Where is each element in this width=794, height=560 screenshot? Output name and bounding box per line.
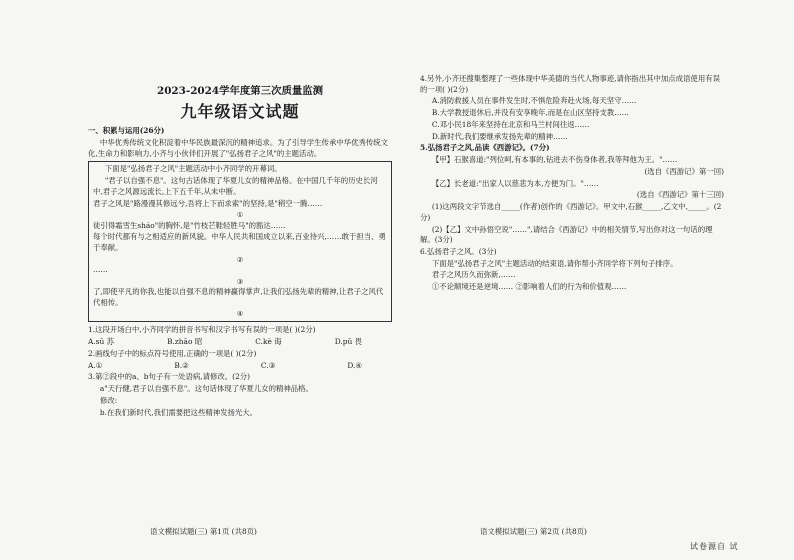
box-line-3: 每个时代都有与之相适应的新风貌。中华人民共和国成立以来,百业待兴,……敢于担当、勇于奉献。: [93, 232, 386, 253]
circle-marker-4: ④: [236, 310, 244, 319]
q4-option-a: A.消防救援人员在事件发生时,不惧危险奔赴火场,每天坚守……: [431, 96, 637, 106]
q6-blank: 君子之风历久而弥新,……: [431, 270, 516, 280]
question-3: 3.第②段中的a、b句子有一处语病,请修改。(2分): [88, 372, 251, 382]
q1-option-c: C.kè 诲: [255, 337, 282, 347]
q5-yi-source: (选自《西游记》第十三回): [636, 190, 724, 200]
exam-subtitle: 九年级语文试题: [180, 102, 300, 122]
question-6: 6.弘扬君子之风。(3分): [420, 247, 497, 257]
section-title: 一、积累与运用(26分): [88, 126, 165, 136]
question-3-sentence-a: a"天行健,君子以自强不息"。这句话体现了华夏儿女的精神品格。: [99, 384, 313, 394]
q5-jia-source: (选自《西游记》第一回): [644, 166, 724, 176]
exam-title: 2023-2024学年度第三次质量监测: [156, 85, 324, 97]
question-2: 2.画线句子中的标点符号使用,正确的一项是( )(2分): [88, 348, 257, 358]
corner-mark: 试卷源自 试: [690, 542, 739, 551]
q2-option-a: A.①: [88, 360, 103, 370]
question-4: 4.另外,小齐还搜集整理了一些体现中华美德的当代人物事迹,请你指出其中加点成语使用有误的一项( )(2分): [420, 74, 720, 94]
box-line-4: ……: [93, 264, 108, 274]
q5-passage-yi: 【乙】长老道:"出家人以慈悲为本,方便为门。"……: [431, 178, 599, 188]
q5-subquestion-1: (1)这两段文字节选自_____(作者)创作的《西游记》。甲文中,石猴_____,乙文中,_____。(2分): [420, 202, 722, 222]
circle-marker-3: ③: [236, 277, 244, 286]
box-line-2: 徒引得霜雪生sháo"的胸怀,是"竹枝芒鞋轻胜马"的豁达……: [93, 220, 286, 230]
q6-options: ①不论顺境还是逆境…… ②影响着人们的行为和价值观……: [431, 282, 627, 292]
question-3-sentence-b: b.在我们新时代,我们需要把这些精神发扬光大。: [99, 407, 258, 417]
question-1-options: [88, 337, 392, 348]
circle-marker-2: ②: [236, 255, 244, 264]
box-lead: 下面是"弘扬君子之风"主题活动中小齐同学的开幕词。: [104, 164, 282, 174]
q5-passage-jia: 【甲】石猴喜道:"列位呵,有本事的,钻进去不伤身体者,我等拜他为王。"……: [431, 155, 678, 165]
q2-option-d: D.④: [347, 360, 362, 370]
box-line-1: 君子之风是"路漫漫其修远兮,吾将上下而求索"的坚持,是"稍空一腾……: [93, 198, 323, 208]
q4-option-c: C.邓小民18年来坚持在北京和马兰村间往返……: [431, 119, 590, 129]
q6-text: 下面是"弘扬君子之风"主题活动的结束语,请你帮小齐同学将下列句子排序。: [431, 258, 678, 268]
opening-speech-box: [88, 161, 392, 322]
q5-subquestion-2: (2)【乙】文中孙悟空说"……",请结合《西游记》中的相关情节,写出你对这一句话的理解。(3分): [420, 224, 713, 245]
question-5: 5.弘扬君子之风,品读《西游记》。(7分): [420, 143, 550, 153]
question-1: 1.这段开场白中,小齐同学的拼音书写和汉字书写有误的一项是( )(2分): [88, 325, 316, 335]
left-column: [88, 74, 392, 526]
q1-option-a: A.sū 苏: [88, 337, 114, 347]
q2-option-b: B.②: [174, 360, 189, 370]
footer-page-2: 语文模拟试题(三) 第2页 (共8页): [480, 527, 587, 536]
box-quote: "君子以自强不息"。这句古话体现了华夏儿女的精神品格。在中国几千年的历史长河中,君子之风源远流长,上下五千年,从未中断。: [93, 176, 378, 196]
q4-option-b: B.大学教授退休后,并没有安享晚年,而是在山区坚持支教……: [431, 108, 630, 118]
q4-option-d: D.新时代,我们要继承发扬先辈的精神……: [431, 131, 568, 141]
box-line-5: 了,即使平凡的你我,也能以自强不息的精神赢得掌声,让我们弘扬先辈的精神,让君子之风代代相传。: [93, 286, 384, 307]
footer-page-1: 语文模拟试题(三) 第1页 (共8页): [150, 527, 257, 536]
question-2-options: [88, 361, 392, 372]
right-column: [420, 74, 724, 526]
circle-marker-1: ①: [236, 211, 244, 220]
q2-option-c: C.③: [260, 360, 276, 370]
intro-paragraph: 中华优秀传统文化积淀着中华民族最深沉的精神追求。为了引导学生传承中华优秀传统文化,生命力和影响力,小齐与小伙伴们开展了"弘扬君子之风"的主题活动。: [88, 138, 389, 158]
question-3-blank: 修改:: [99, 395, 118, 405]
q1-option-b: B.zhāo 昭: [167, 337, 203, 347]
q1-option-d: D.pǔ 畏: [334, 337, 362, 347]
